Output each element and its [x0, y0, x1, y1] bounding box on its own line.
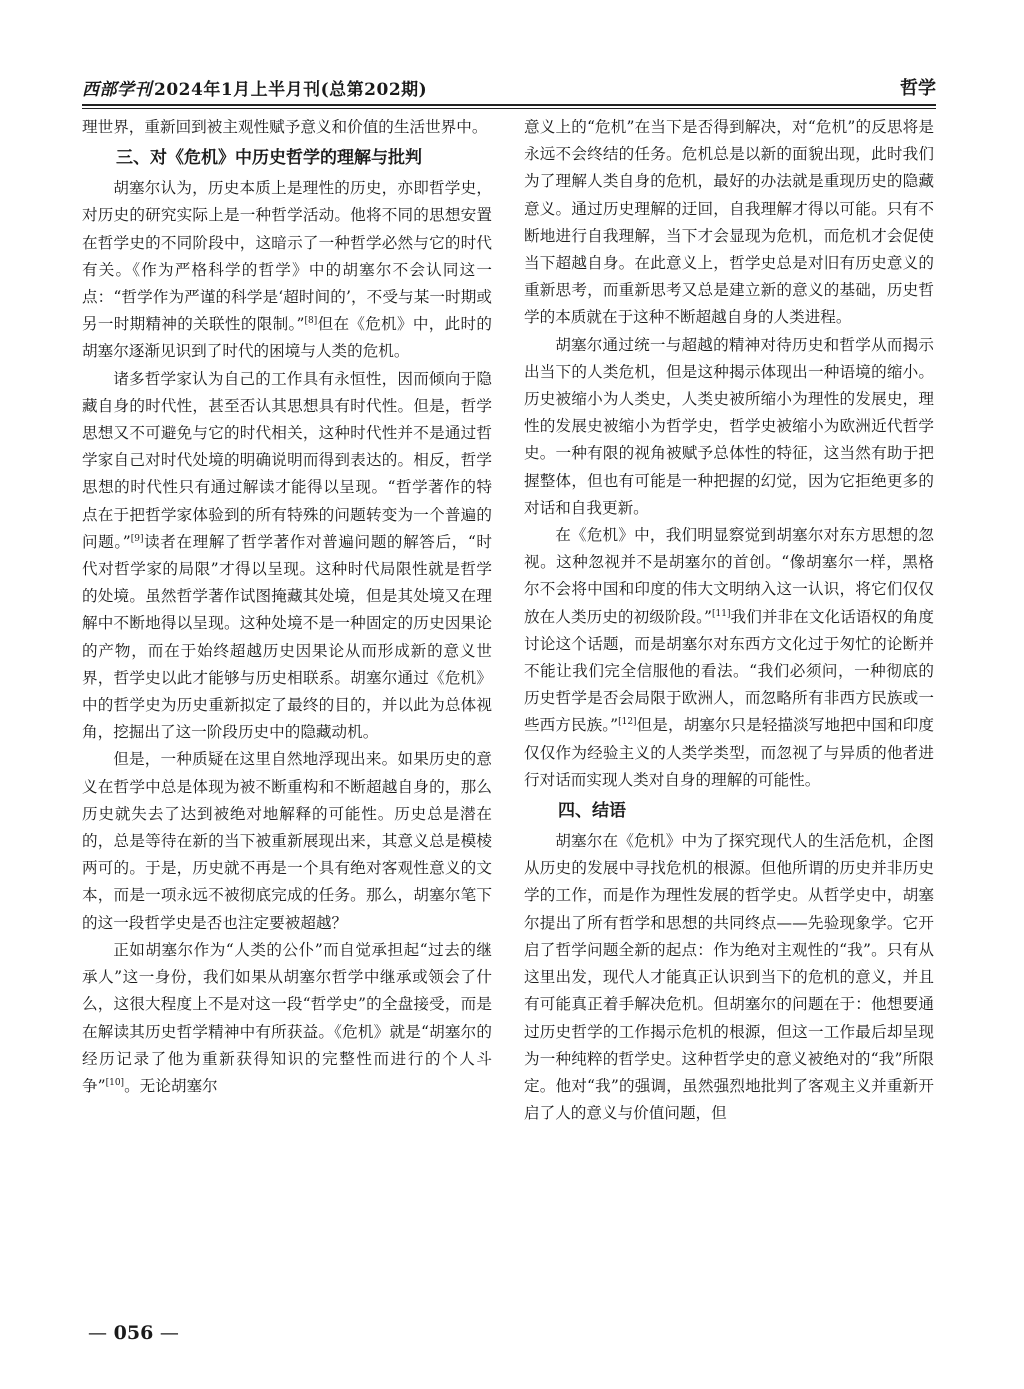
paragraph	[82, 746, 492, 936]
page-number	[88, 1322, 179, 1344]
paragraph-text: 胡塞尔在《危机》中为了探究现代人的生活危机，企图从历史的发展中寻找危机的根源。但他所谓的历史并非历史学的工作，而是作为理性发展的哲学史。从哲学史中，胡塞尔提出了所有哲学和思想的共同终点——先验现象学。它开启了哲学问题全新的起点：作为绝对主观性的“我”。只有从这里出发，现代人才能真正认识到当下的危机的意义，并且有可能真正着手解决危机。但胡塞尔的问题在于：他想要通过历史哲学的工作揭示危机的根源，但这一工作最后却呈现为一种纯粹的哲学史。这种哲学史的意义被绝对的“我”所限定。他对“我”的强调，虽然强烈地批判了客观主义并重新开启了人的意义与价值问题，但	[524, 832, 934, 1123]
paragraph	[524, 332, 934, 522]
page-dash-right: —	[159, 1322, 179, 1344]
page-dash-left: —	[88, 1322, 107, 1344]
paragraph	[82, 366, 492, 747]
journal-issue	[82, 75, 427, 100]
citation-ref: [8]	[304, 316, 318, 327]
paragraph-text: 正如胡塞尔作为“人类的公仆”而自觉承担起“过去的继承人”这一身份，我们如果从胡塞尔哲学中继承或领会了什么，这很大程度上不是对这一段“哲学史”的全盘接受，而是在解读其历史哲学精神中有所获益。《危机》就是“胡塞尔的经历记录了他为重新获得知识的完整性而进行的个人斗争”	[82, 940, 492, 1095]
right-column	[524, 114, 934, 1314]
section-label: 哲学	[900, 78, 936, 99]
paragraph-text: 胡塞尔通过统一与超越的精神对待历史和哲学从而揭示出当下的人类危机，但是这种揭示体现出一种语境的缩小。历史被缩小为人类史，人类史被所缩小为理性的发展史，理性的发展史被缩小为哲学史，哲学史被缩小为欧洲近代哲学史。一种有限的视角被赋予总体性的特征，这当然有助于把握整体，但也有可能是一种把握的幻觉，因为它拒绝更多的对话和自我更新。	[524, 335, 934, 517]
journal-logo: 西部学刊	[82, 80, 152, 100]
paragraph-text: 胡塞尔认为，历史本质上是理性的历史，亦即哲学史，对历史的研究实际上是一种哲学活动。他将不同的思想安置在哲学史的不同阶段中，这暗示了一种哲学必然与它的时代有关。《作为严格科学的哲学》中的胡塞尔不会认同这一点：“哲学作为严谨的科学是‘超时间的’，不受与某一时期或另一时期精神的关联性的限制。”	[82, 179, 492, 334]
header-rule-thin	[82, 108, 936, 109]
paragraph-text: 意义上的“危机”在当下是否得到解决，对“危机”的反思将是永远不会终结的任务。危机总是以新的面貌出现，此时我们为了理解人类自身的危机，最好的办法就是重现历史的隐藏意义。通过历史理解的迂回，自我理解才得以可能。只有不断地进行自我理解，当下才会显现为危机，而危机才会促使当下超越自身。在此意义上，哲学史总是对旧有历史意义的重新思考，而重新思考又总是建立新的意义的基础，历史哲学的本质就在于这种不断超越自身的人类进程。	[524, 118, 934, 327]
paragraph-text: 读者在理解了哲学著作对普遍问题的解答后，“时代对哲学家的局限”才得以呈现。这种时代局限性就是哲学的处境。虽然哲学著作试图掩藏其处境，但是其处境又在理解中不断地得以呈现。这种处境不是一种固定的历史因果论的产物，而在于始终超越历史因果论从而形成新的意义世界，哲学史以此才能够与历史相联系。胡塞尔通过《危机》中的哲学史为历史重新拟定了最终的目的，并以此为总体视角，挖掘出了这一阶段历史中的隐藏动机。	[82, 532, 492, 742]
paragraph-continued	[524, 114, 934, 332]
citation-ref: [10]	[105, 1077, 125, 1088]
citation-ref: [11]	[712, 608, 731, 619]
paragraph-text: 诸多哲学家认为自己的工作具有永恒性，因而倾向于隐藏自身的时代性，甚至否认其思想具有时代性。但是，哲学思想又不可避免与它的时代相关，这种时代性并不是通过哲学家自己对时代处境的明确说明而得到表达的。相反，哲学思想的时代性只有通过解读才能得以呈现。“哲学著作的特点在于把哲学家体验到的所有特殊的问题转变为一个普遍的问题。”	[82, 369, 492, 551]
paragraph-text: 我们并非在文化话语权的角度讨论这个话题，而是胡塞尔对东西方文化过于匆忙的论断并不能让我们完全信服他的看法。“我们必须问，一种彻底的历史哲学是否会局限于欧洲人，而忽略所有非西方民族或一些西方民族。”	[524, 607, 934, 735]
paragraph-text: 但在《危机》中，此时的胡塞尔逐渐见识到了时代的困境与人类的危机。	[82, 315, 492, 361]
paragraph-text: 但是，一种质疑在这里自然地浮现出来。如果历史的意义在哲学中总是体现为被不断重构和不断超越自身的，那么历史就失去了达到被绝对地解释的可能性。历史总是潜在的，总是等待在新的当下被重新展现出来，其意义总是模棱两可的。于是，历史就不再是一个具有绝对客观性意义的文本，而是一项永远不被彻底完成的任务。那么，胡塞尔笔下的这一段哲学史是否也注定要被超越？	[82, 750, 492, 932]
paragraph-text: 理世界，重新回到被主观性赋予意义和价值的生活世界中。	[82, 118, 488, 136]
paragraph	[82, 175, 492, 365]
header-rule-thick	[82, 104, 936, 106]
paragraph-text: 但是，胡塞尔只是轻描淡写地把中国和印度仅仅作为经验主义的人类学类型，而忽视了与异质的他者进行对话而实现人类对自身的理解的可能性。	[524, 716, 934, 789]
page-number-value: 056	[113, 1322, 154, 1344]
paragraph-continued	[82, 114, 492, 141]
section-heading: 四、结语	[558, 801, 626, 822]
paragraph-text: 。无论胡塞尔	[124, 1076, 218, 1095]
issue-label: 2024年1月上半月刊(总第202期)	[154, 80, 428, 100]
paragraph-text: 在《危机》中，我们明显察觉到胡塞尔对东方思想的忽视。这种忽视并不是胡塞尔的首创。“像胡塞尔一样，黑格尔不会将中国和印度的伟大文明纳入这一认识，将它们仅仅放在人类历史的初级阶段。”	[524, 526, 934, 626]
left-column	[82, 114, 492, 1314]
section-heading: 三、对《危机》中历史哲学的理解与批判	[116, 148, 422, 169]
paragraph	[82, 937, 492, 1100]
citation-ref: [12]	[618, 717, 637, 728]
paragraph	[524, 522, 934, 794]
paragraph	[524, 828, 934, 1127]
running-header	[82, 74, 936, 100]
citation-ref: [9]	[130, 533, 144, 544]
